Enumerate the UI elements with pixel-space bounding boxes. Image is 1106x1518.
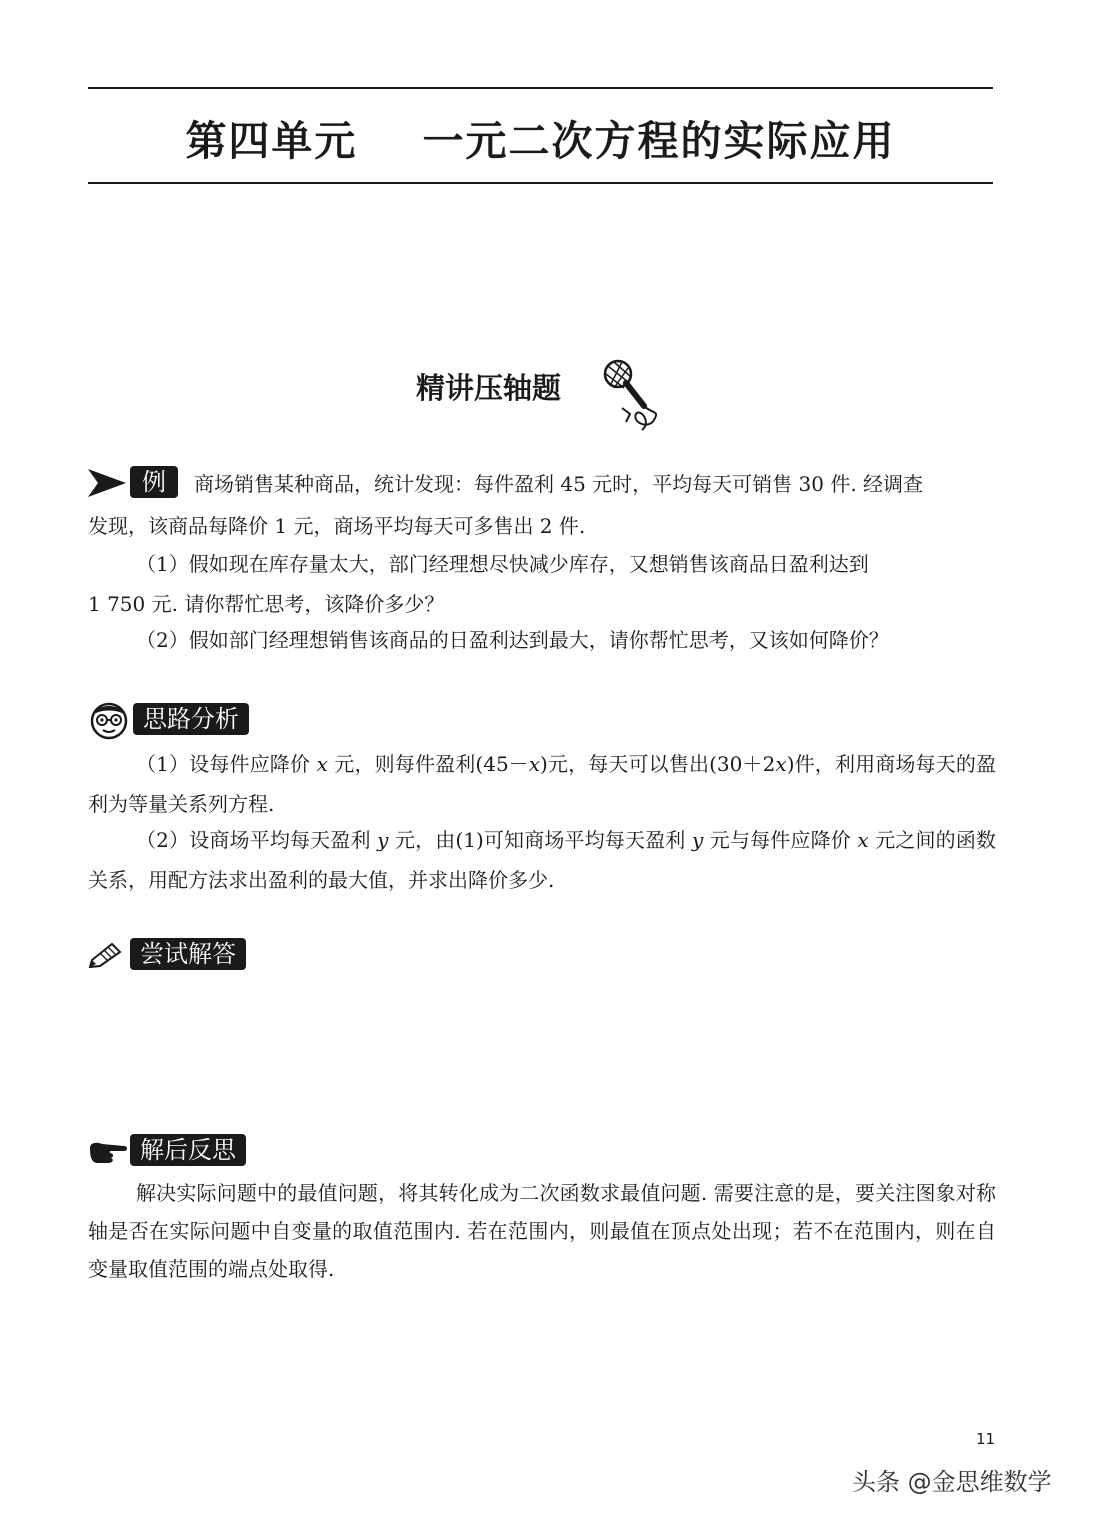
- math-var: y: [377, 828, 389, 852]
- analysis-text: )件，利用商场每天的盈利为等量关系列方程.: [88, 752, 996, 816]
- example-line-1: 商场销售某种商品，统计发现：每件盈利 45 元时，平均每天可销售 30 件. 经调查: [194, 472, 924, 496]
- section-title: 精讲压轴题: [416, 371, 562, 405]
- analysis-text: （2）设商场平均每天盈利: [136, 828, 378, 852]
- math-var: x: [775, 752, 787, 776]
- face-icon: [88, 699, 130, 741]
- page-number: 11: [976, 1430, 996, 1448]
- math-var: y: [691, 828, 704, 852]
- analysis-label: 思路分析: [133, 703, 249, 735]
- analysis-text: 元，则每件盈利(45－: [327, 752, 529, 776]
- math-var: x: [316, 752, 328, 776]
- pencil-icon: [88, 938, 126, 968]
- analysis-paragraph-1: [88, 744, 996, 824]
- question-2: （2）假如部门经理想销售该商品的日盈利达到最大，请你帮忙思考，又该如何降价？: [136, 628, 889, 652]
- example-line-2: 发现，该商品每降价 1 元，商场平均每天可多售出 2 件.: [88, 514, 586, 538]
- analysis-text: 元与每件应降价: [703, 828, 858, 852]
- unit-title: 第四单元 一元二次方程的实际应用: [185, 117, 896, 165]
- pointing-hand-icon: [88, 1138, 128, 1166]
- question-1: [88, 544, 996, 624]
- reflection-paragraph: 解决实际问题中的最值问题，将其转化成为二次函数求最值问题. 需要注意的是，要关注图象对称轴是否在实际问题中自变量的取值范围内. 若在范围内，则最值在顶点处出现；若不在范围内，则在自变量取值范围的端点处取得.: [88, 1181, 996, 1281]
- question-1-line-a: （1）假如现在库存量太大，部门经理想尽快减少库存，又想销售该商品日盈利达到: [136, 552, 869, 576]
- analysis-text: （1）设每件应降价: [136, 752, 317, 776]
- analysis-text: )元，每天可以售出(30＋2: [539, 752, 776, 776]
- microphone-icon: [592, 352, 664, 434]
- math-var: x: [528, 752, 540, 776]
- question-1-line-b: 1 750 元. 请你帮忙思考，该降价多少？: [88, 592, 445, 616]
- reflection-label: 解后反思: [130, 1134, 246, 1166]
- watermark: 头条 @金思维数学: [852, 1468, 1052, 1496]
- example-label: 例: [130, 466, 178, 498]
- top-rule: [88, 87, 993, 89]
- arrow-icon: [88, 469, 126, 497]
- analysis-text: 元，由(1)可知商场平均每天盈利: [388, 828, 692, 852]
- math-var: x: [857, 828, 869, 852]
- analysis-text: 元之间的函数关系，用配方法求出盈利的最大值，并求出降价多少.: [88, 828, 996, 892]
- bottom-rule: [88, 182, 993, 184]
- attempt-label: 尝试解答: [130, 938, 246, 970]
- analysis-paragraph-2: [88, 820, 996, 900]
